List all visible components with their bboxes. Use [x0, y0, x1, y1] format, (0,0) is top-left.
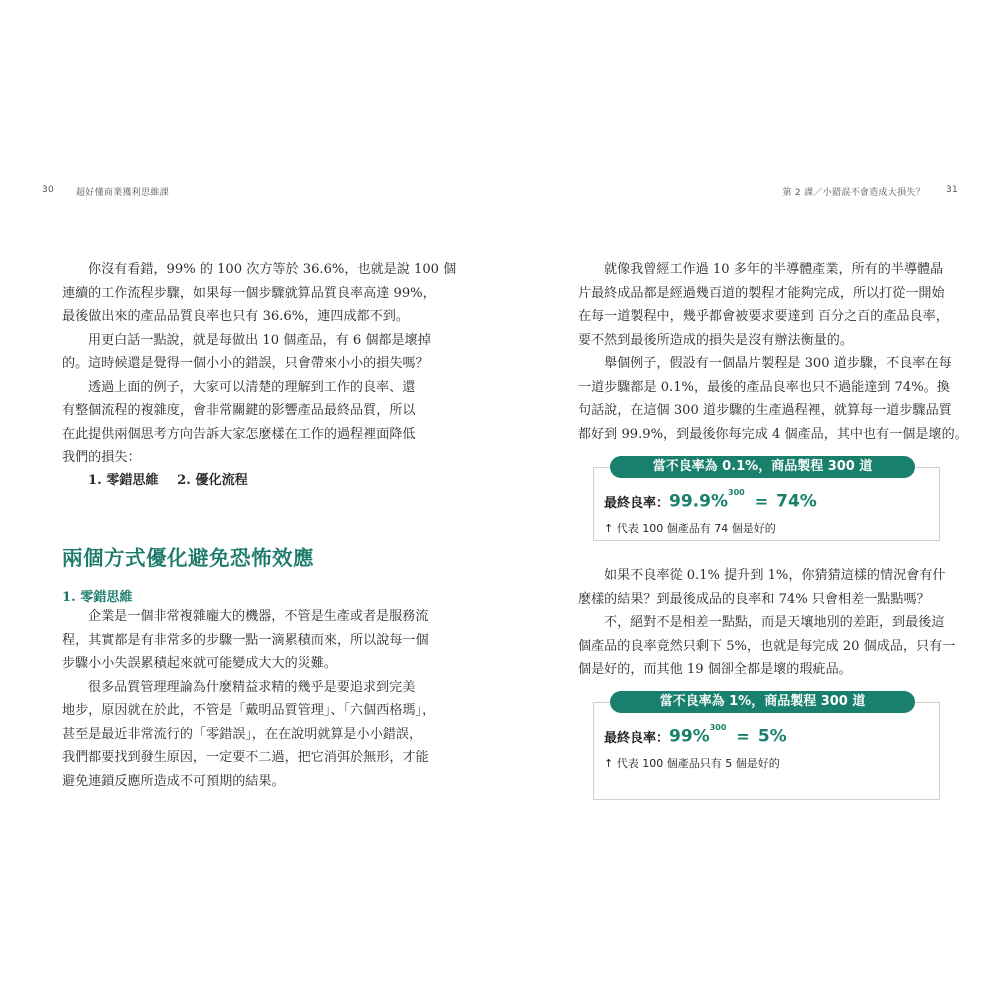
callout-header: 當不良率為 0.1%，商品製程 300 道 — [610, 456, 915, 478]
right-body-text-top — [578, 258, 968, 446]
running-head-chapter-title: 第 2 課／小錯誤不會造成大損失？ — [782, 188, 925, 198]
text-line: 我們都要找到發生原因，一定要不二過，把它消弭於無形，才能 — [62, 750, 429, 765]
formula-exponent: 300 — [709, 723, 727, 732]
text-line: 地步，原因就在於此，不管是「戴明品質管理」、「六個西格瑪」， — [62, 703, 436, 718]
yield-callout-2 — [593, 694, 940, 800]
text-line: 企業是一個非常複雜龐大的機器，不管是生產或者是服務流 — [88, 609, 429, 624]
formula-base: 99% — [669, 726, 710, 747]
yield-formula — [604, 723, 787, 747]
subhead-zero-error: 1. 零錯思維 — [62, 590, 133, 605]
text-line: 的。這時候還是覺得一個小小的錯誤，只會帶來小小的損失嗎？ — [62, 356, 429, 371]
text-line: 甚至是最近非常流行的「零錯誤」，在在說明就算是小小錯誤， — [62, 726, 423, 742]
text-line: 個產品的良率竟然只剩下 5%，也就是每完成 20 個成品，只有一 — [578, 638, 956, 654]
yield-formula — [604, 488, 817, 512]
page-number-right: 31 — [945, 185, 958, 195]
text-line: 最後做出來的產品品質良率也只有 36.6%，連四成都不到。 — [62, 309, 409, 324]
formula-label: 最終良率： — [604, 496, 670, 511]
page-number-left: 30 — [42, 185, 55, 195]
text-line: 在此提供兩個思考方向告訴大家怎麼樣在工作的過程裡面降低 — [62, 426, 416, 442]
text-line: 不，絕對不是相差一點點，而是天壤地別的差距，到最後這 — [604, 615, 945, 630]
callout-note: ↑ 代表 100 個產品只有 5 個是好的 — [604, 757, 780, 770]
point-zero-error: 1. 零錯思維 — [88, 473, 159, 488]
text-line: 片最終成品都是經過幾百道的製程才能夠完成，所以打從一開始 — [578, 285, 945, 301]
callout-header: 當不良率為 1%，商品製程 300 道 — [610, 691, 915, 713]
text-line: 避免連鎖反應所造成不可預期的結果。 — [62, 773, 285, 789]
text-line: 透過上面的例子，大家可以清楚的理解到工作的良率、還 — [88, 379, 416, 395]
text-line: 程，其實都是有非常多的步驟一點一滴累積而來，所以說每一個 — [62, 632, 429, 648]
key-points — [88, 469, 262, 488]
text-line: 在每一道製程中，幾乎都會被要求要達到 百分之百的產品良率， — [578, 309, 949, 324]
text-line: 連續的工作流程步驟，如果每一個步驟就算品質良率高達 99%， — [62, 285, 436, 301]
callout-note: ↑ 代表 100 個產品有 74 個是好的 — [604, 522, 776, 535]
text-line: 都好到 99.9%，到最後你每完成 4 個產品，其中也有一個是壞的。 — [578, 426, 968, 442]
text-line: 你沒有看錯，99% 的 100 次方等於 36.6%，也就是說 100 個 — [88, 262, 457, 277]
body-text-top — [62, 258, 456, 470]
text-line: 要不然到最後所造成的損失是沒有辦法衡量的。 — [578, 332, 853, 348]
running-head-book-title: 超好懂商業獲利思維課 — [76, 188, 170, 198]
text-line: 很多品質管理理論為什麼精益求精的幾乎是要追求到完美 — [88, 679, 416, 695]
yield-callout-1 — [593, 459, 940, 541]
text-line: 就像我曾經工作過 10 多年的半導體產業，所有的半導體晶 — [604, 262, 944, 277]
right-body-text-middle — [578, 564, 955, 682]
formula-result: 74% — [776, 491, 817, 512]
body-text-bottom — [62, 605, 435, 793]
text-line: 一道步驟都是 0.1%，最後的產品良率也只不過能達到 74%。換 — [578, 379, 950, 395]
text-line: 有整個流程的複雜度，會非常關鍵的影響產品最終品質，所以 — [62, 403, 416, 418]
section-title: 兩個方式優化避免恐怖效應 — [62, 546, 314, 570]
text-line: 如果不良率從 0.1% 提升到 1%，你猜猜這樣的情況會有什 — [604, 568, 946, 583]
text-line: 麼樣的結果？到最後成品的良率和 74% 只會相差一點點嗎？ — [578, 591, 930, 607]
formula-equals: = — [736, 727, 750, 746]
text-line: 舉個例子，假設有一個晶片製程是 300 道步驟，不良率在每 — [604, 356, 952, 371]
text-line: 句話說，在這個 300 道步驟的生產過程裡，就算每一道步驟品質 — [578, 403, 952, 418]
formula-equals: = — [754, 492, 769, 511]
formula-label: 最終良率： — [604, 731, 670, 746]
formula-base: 99.9% — [669, 491, 728, 512]
point-optimize-process: 2. 優化流程 — [177, 473, 248, 488]
text-line: 用更白話一點說，就是每做出 10 個產品，有 6 個都是壞掉 — [88, 332, 431, 348]
formula-result: 5% — [757, 726, 787, 747]
text-line: 個是好的，而其他 19 個卻全都是壞的瑕疵品。 — [578, 662, 852, 677]
text-line: 步驟小小失誤累積起來就可能變成大大的災難。 — [62, 656, 337, 671]
formula-exponent: 300 — [728, 488, 745, 497]
text-line: 我們的損失： — [62, 450, 141, 465]
